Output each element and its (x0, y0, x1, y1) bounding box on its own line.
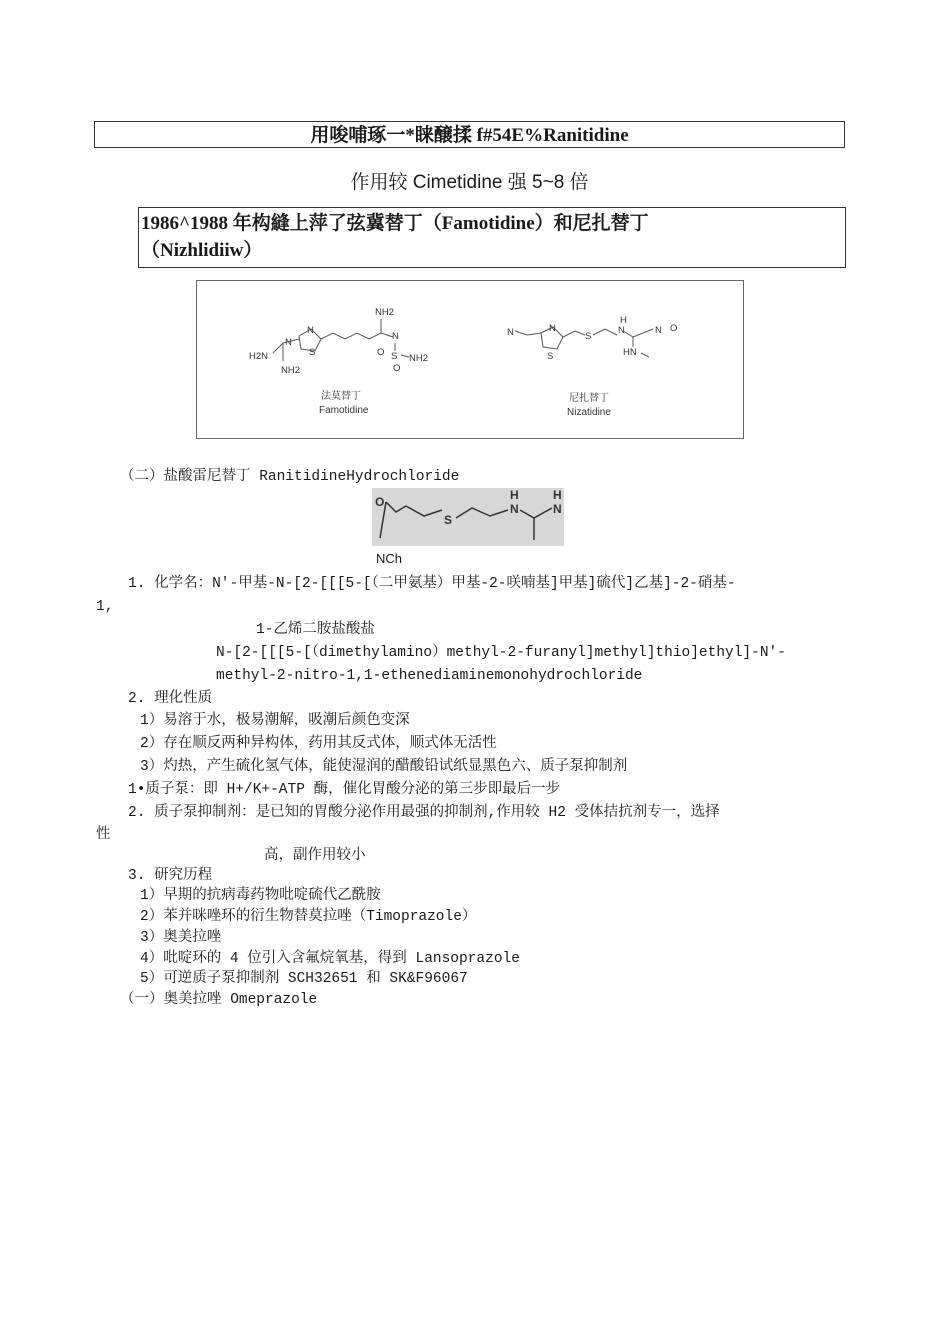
ranitidine-atom-s: S (444, 513, 453, 527)
famotidine-atom-s: S (391, 351, 398, 362)
ppi-history-1: 1）早期的抗病毒药物吡啶硫代乙酰胺 (140, 888, 381, 904)
ppi-history-2: 2）苯并咪唑环的衍生物替莫拉唑（Timoprazole） (140, 909, 477, 925)
section-ranitidine-title: （二）盐酸雷尼替丁 RanitidineHydrochloride (120, 469, 460, 485)
nizatidine-atom-s-chain: S (585, 331, 592, 342)
chem-name-label: 1. 化学名：N'-甲基-N-[2-[[[5-[（二甲氨基）甲基-2-咲喃基]甲基]硫代]乙基]-2-硝基- (128, 576, 736, 592)
famotidine-atom-nh2-right: NH2 (409, 353, 429, 364)
famotidine-atom-nh2-top: NH2 (375, 307, 395, 318)
nizatidine-atom-n-ring: N (549, 323, 556, 334)
famotidine-atom-n: N (392, 331, 399, 342)
famotidine-atom-o1: O (377, 347, 385, 358)
ranitidine-partial-structure (372, 488, 564, 546)
famotidine-name-en: Famotidine (319, 405, 369, 416)
famotidine-chain (321, 333, 381, 339)
ppi-p1: 1•质子泵：即 H+/K+-ATP 酶，催化胃酸分泌的第三步即最后一步 (128, 782, 561, 798)
famotidine-atom-nh2-bottom: NH2 (281, 365, 301, 376)
famotidine-atom-o2: O (393, 363, 401, 374)
famotidine-bond-h2n (273, 343, 283, 353)
chem-name-wrap: 1, (96, 599, 114, 615)
ranitidine-atom-n1: N (510, 502, 519, 516)
props-item-1: 1）易溶于水，极易潮解，吸潮后颜色变深 (140, 713, 410, 729)
props-item-2: 2）存在顺反两种异构体，药用其反式体，顺式体无活性 (140, 736, 497, 752)
famotidine-atom-s-ring: S (309, 347, 316, 358)
famotidine-structure (273, 319, 409, 361)
nizatidine-atom-hn: HN (623, 347, 637, 358)
ranitidine-caption: NCh (376, 551, 403, 566)
title-text: 用唆哺琢一*睐醸揉 f#54E%Ranitidine (310, 125, 629, 146)
nizatidine-bond-me (641, 353, 649, 357)
history-line-2: （Nizhlidiiw） (141, 240, 263, 261)
nizatidine-atom-s-ring: S (547, 351, 554, 362)
chem-name-en-1: N-[2-[[[5-[（dimethylamino）methyl-2-furanyl]methyl]thio]ethyl]-N'- (216, 645, 786, 661)
ranitidine-atom-h1: H (510, 488, 519, 502)
props-title: 2. 理化性质 (128, 691, 213, 707)
ppi-history-5: 5）可逆质子泵抑制剂 SCH32651 和 SK&F96067 (140, 971, 468, 987)
ranitidine-chain-1 (406, 506, 442, 516)
ppi-history-title: 3. 研究历程 (128, 868, 213, 884)
ranitidine-chain-2 (456, 508, 508, 518)
ppi-history-4: 4）吡啶环的 4 位引入含氟烷氧基，得到 Lansoprazole (140, 951, 520, 967)
props-item-3: 3）灼热，产生硫化氢气体，能使湿润的醋酸铅试纸显黑色六、质子泵抑制剂 (140, 759, 628, 775)
nizatidine-name-en: Nizatidine (567, 407, 611, 418)
nizatidine-atom-n-nitro: N (655, 325, 662, 336)
ranitidine-svg (372, 488, 564, 546)
history-box (138, 207, 846, 268)
ranitidine-atom-o: O (375, 495, 385, 509)
ranitidine-furan-bond (386, 502, 406, 512)
ppi-p2-cont: 高，副作用较小 (264, 848, 366, 864)
nizatidine-atom-o: O (670, 323, 678, 334)
ppi-history-3: 3）奥美拉唑 (140, 930, 222, 946)
ppi-p2-wrap: 性 (96, 827, 111, 843)
nizatidine-chain-1 (563, 331, 585, 337)
nizatidine-atom-n-nh: N (618, 325, 625, 336)
history-line-1: 1986^1988 年构縫上萍了弦冀替丁（Famotidine）和尼扎替丁 (141, 213, 649, 234)
famotidine-name-cn: 法莫替丁 (321, 391, 361, 402)
chem-name-line2: 1-乙烯二胺盐酸盐 (256, 622, 375, 638)
ranitidine-chain-3 (520, 508, 552, 518)
famotidine-bond-so2 (401, 355, 409, 357)
nizatidine-bond-nme (515, 331, 527, 335)
structure-figure (196, 280, 744, 439)
famotidine-atom-h2n: H2N (249, 351, 269, 362)
nizatidine-bond-ch (633, 329, 653, 337)
nizatidine-atom-n-amine: N (507, 327, 514, 338)
title-box (94, 121, 845, 148)
nizatidine-atom-h: H (620, 315, 627, 326)
ranitidine-atom-n2: N (553, 502, 562, 516)
nizatidine-bond-ch2 (527, 333, 541, 335)
famotidine-atom-n-ring: N (285, 337, 292, 348)
subtitle: 作用较 Cimetidine 强 5~8 倍 (350, 172, 589, 193)
ppi-p2: 2. 质子泵抑制剂：是已知的胃酸分泌作用最强的抑制剂,作用较 H2 受体拮抗剂专一，选择 (128, 805, 720, 821)
omeprazole-title: （一）奥美拉唑 Omeprazole (120, 992, 318, 1008)
famotidine-atom-n-thiazole: N (307, 325, 314, 336)
ranitidine-atom-h2: H (553, 488, 562, 502)
chem-name-en-2: methyl-2-nitro-1,1-ethenediaminemonohydrochloride (216, 668, 643, 684)
nizatidine-name-cn: 尼扎替丁 (569, 393, 609, 404)
structure-svg (197, 281, 743, 438)
nizatidine-chain-2 (593, 329, 617, 335)
